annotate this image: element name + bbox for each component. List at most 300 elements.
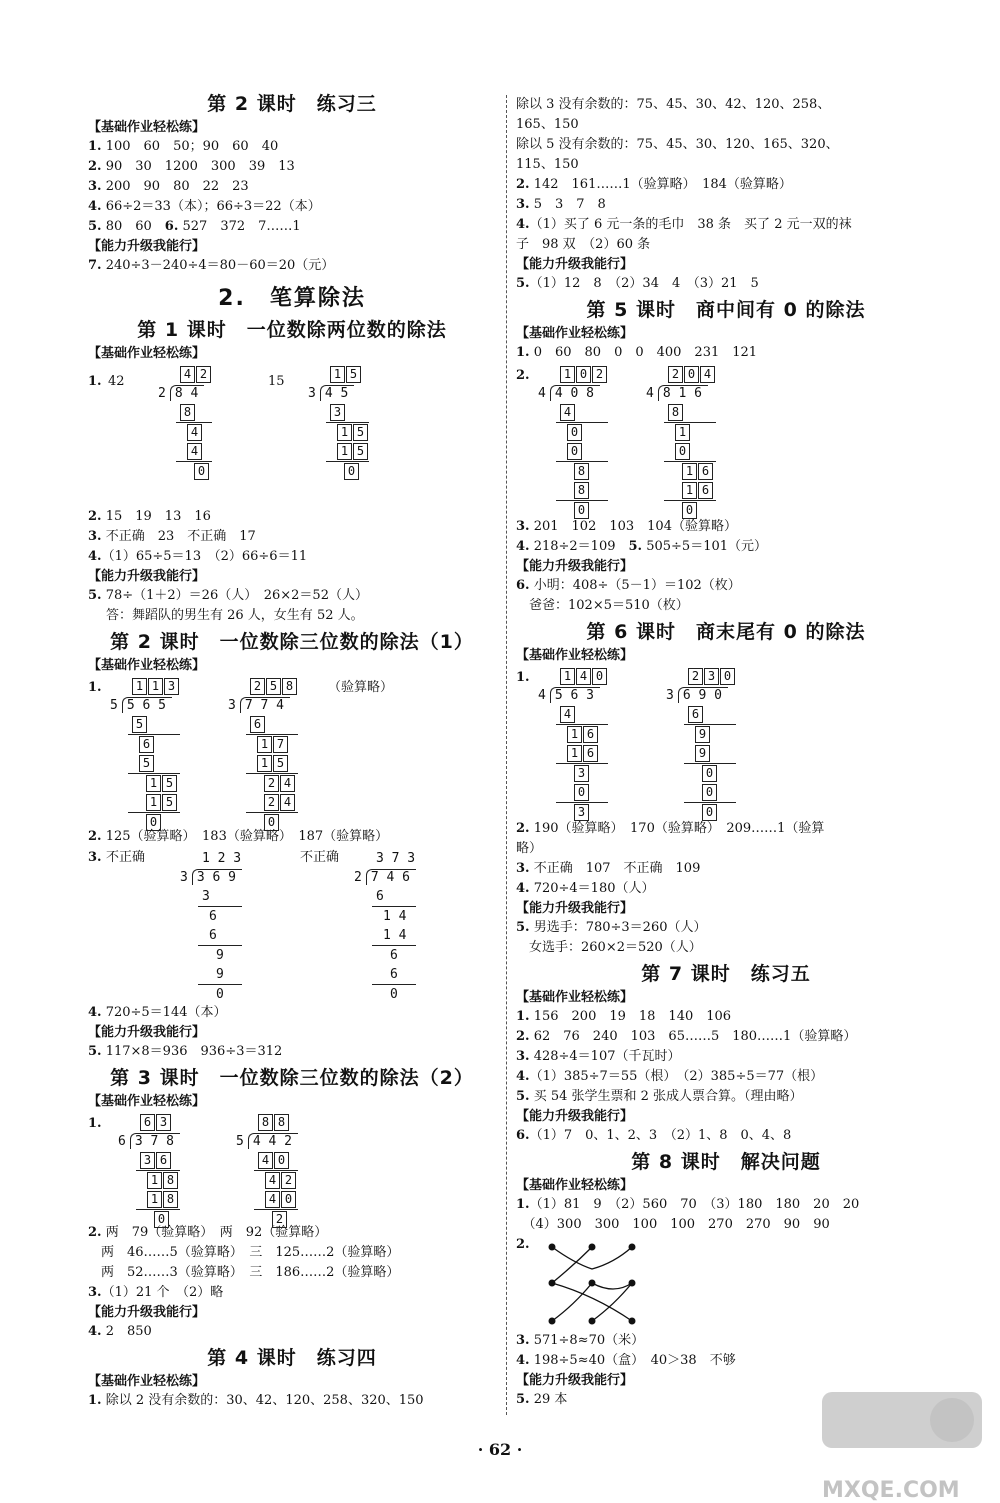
answer-box: 8 [282,678,297,695]
division-work [110,677,180,832]
work-row [180,926,242,945]
answer-box: 0 [592,668,607,685]
quotient-row [110,677,180,696]
dividend: 8 1 6 [658,385,708,401]
answer-box: 0 [702,765,717,782]
work-row [180,887,242,906]
work-row [228,754,298,773]
work-row [254,1170,298,1190]
answer-text: 240÷3－240÷4＝80－60＝20（元） [101,258,335,273]
quotient-text: 1 2 3 [202,851,242,866]
answer-line [88,547,496,567]
question-number: 3. [88,179,102,194]
answer-box: 4 [187,443,202,460]
answer-line [88,1391,496,1411]
basic-practice-heading: 【基础作业轻松练】 [516,648,634,663]
dividend-row [110,696,180,715]
lesson-title: 第 6 课时 商末尾有 0 的除法 [586,621,866,643]
answer-text: 不正确 23 不正确 17 [101,529,256,544]
answer-line [516,1067,936,1087]
answer-text: （1）12 8 （2）34 4 （3）21 5 [529,276,759,291]
division-work [180,849,242,1004]
ability-heading: 【能力升级我能行】 [88,1025,206,1040]
division-work [228,677,298,832]
answer-line [88,177,496,197]
answer-box: 0 [264,814,279,831]
answer-text: 0 60 80 0 0 400 231 121 [529,345,758,360]
question-number: 5. [88,588,102,603]
dividend: 3 6 9 [192,869,242,885]
dividend-row [158,384,212,403]
work-row [326,422,369,442]
answer-text: 720÷4＝180（人） [529,881,655,896]
basic-practice-heading: 【基础作业轻松练】 [516,1178,634,1193]
question-number: 3. [516,197,530,212]
work-value: 6 [376,889,384,904]
question-number: 2. [516,1237,530,1252]
work-value: 3 [202,889,210,904]
work-row [136,1170,180,1190]
basic-practice-heading: 【基础作业轻松练】 [516,990,634,1005]
question-number: 1. [88,680,102,695]
answer-box: 8 [274,1114,289,1131]
answer-text: （1）81 9 （2）560 70 （3）180 180 20 20 [529,1197,860,1212]
work-row [158,403,212,422]
work-row [128,812,180,832]
answer-box: 4 [180,366,195,383]
answer-text: （1）385÷7＝55（根） （2）385÷5＝77（根） [529,1069,824,1084]
answer-box: 1 [337,443,352,460]
answer-text: 买 54 张学生票和 2 张成人票合算。（理由略） [529,1089,803,1104]
work-row [646,481,716,500]
dividend: 3 7 8 [130,1133,180,1149]
divisor: 5 [110,698,118,713]
answer-box: 5 [162,794,177,811]
answer-box: 0 [720,668,735,685]
quotient-row [538,667,608,686]
answer-text: 190（验算略） 170（验算略） 209……1（验算 [529,821,825,836]
question-number: 3. [516,519,530,534]
work-row [198,984,242,1004]
dividend-row [308,384,369,403]
answer-box: 2 [668,366,683,383]
quotient-row [308,365,369,384]
answer-text: 218÷2＝109 [529,539,629,554]
answer-text: 爸爸：102×5＝510（枚） [516,598,689,613]
dividend: 8 4 [170,385,204,401]
answer-text: （1）65÷5＝13 （2）66÷6＝11 [101,549,308,564]
answer-box: 1 [560,366,575,383]
answer-list [88,507,496,567]
question-number: 2. [88,159,102,174]
watermark-text: MXQE.COM [822,1478,960,1503]
question-number: 5. [88,1044,102,1059]
answer-list [516,576,936,616]
answer-text: 女选手：260×2＝520（人） [516,940,702,955]
dividend-row [180,868,242,887]
answer-box: 1 [682,482,697,499]
answer-line [516,343,936,363]
answer-text: 两 52……3（验算略） 三 186……2（验算略） [88,1265,400,1280]
answer-text: 80 60 [101,219,165,234]
work-row [110,715,180,734]
lesson-title: 第 2 课时 练习三 [207,93,377,115]
work-row [118,1190,180,1209]
answer-box: 0 [574,784,589,801]
question-number: 4. [516,217,530,232]
answer-line [88,1243,496,1263]
answer-text: 115、150 [516,157,579,172]
division-work [308,365,369,481]
work-row [110,754,180,773]
answer-box: 3 [704,668,719,685]
question-number: 2. [88,1225,102,1240]
answer-box: 9 [695,745,710,762]
question-number: 6. [516,1128,530,1143]
dividend: 7 7 4 [240,697,290,713]
answer-line [516,1195,936,1215]
answer-text: 小明：408÷（5－1）＝102（枚） [529,578,741,593]
question-number: 5. [516,276,530,291]
question-number: 2. [88,829,102,844]
answer-box: 6 [698,463,713,480]
answer-box: 5 [353,443,368,460]
question-number: 2. [88,509,102,524]
answer-box: 4 [576,668,591,685]
answer-box: 5 [266,678,281,695]
divisor: 3 [228,698,236,713]
answer-text: 除以 2 没有余数的：30、42、120、258、320、150 [101,1393,424,1408]
dividend-row [666,686,736,705]
work-row [556,763,608,783]
divisor: 3 [180,870,188,885]
answer-line [516,596,936,616]
answer-text: 90 30 1200 300 39 13 [101,159,295,174]
answer-line [88,507,496,527]
dividend-row [538,384,608,403]
basic-practice-heading: 【基础作业轻松练】 [88,346,206,361]
lesson-title: 第 5 课时 商中间有 0 的除法 [586,299,866,321]
work-row [556,724,608,744]
answer-box: 0 [684,366,699,383]
answer-text: 不正确 [106,850,146,865]
question-number: 4. [516,1069,530,1084]
answer-box: 3 [574,804,589,821]
answer-box: 1 [146,775,161,792]
answer-text: 15 [268,374,285,389]
answer-box: 8 [163,1172,178,1189]
answer-line [516,135,936,155]
ability-heading: 【能力升级我能行】 [88,1305,206,1320]
basic-practice-heading: 【基础作业轻松练】 [88,658,206,673]
answer-text: 男选手：780÷3＝260（人） [529,920,707,935]
question-number: 4. [516,881,530,896]
basic-practice-heading: 【基础作业轻松练】 [88,1094,206,1109]
work-row [646,442,716,461]
answer-text: 5 3 7 8 [529,197,606,212]
answer-box: 0 [194,463,209,480]
divisor: 2 [354,870,362,885]
answer-text: 除以 3 没有余数的：75、45、30、42、120、258、 [516,97,831,112]
quotient-row [666,667,736,686]
division-work [538,667,608,822]
answer-text: 两 46……5（验算略） 三 125……2（验算略） [88,1245,400,1260]
answer-text: （1）21 个 （2）略 [101,1285,224,1300]
answer-box: 8 [163,1191,178,1208]
work-row [646,403,716,422]
work-value: 0 [216,987,224,1002]
long-division [354,849,416,1004]
long-division [666,667,736,822]
answer-list [88,1223,496,1303]
answer-box: 5 [273,755,288,772]
answer-text: （1）7 0、1、2、3 （2）1、8 0、4、8 [529,1128,792,1143]
answer-text: 720÷5＝144（本） [101,1005,227,1020]
answer-line [516,1351,936,1371]
question-number: 6. [516,578,530,593]
answer-box: 0 [567,443,582,460]
answer-box: 2 [592,366,607,383]
answer-line [516,115,936,135]
dividend-row [118,1132,180,1151]
answer-text: 不正确 107 不正确 109 [529,861,701,876]
work-row [236,1190,298,1209]
ability-heading: 【能力升级我能行】 [88,239,206,254]
question-number: 1. [516,1197,530,1212]
question-number: 5. [88,219,102,234]
answer-box: 0 [146,814,161,831]
watermark-logo-icon [822,1392,982,1478]
answer-line [516,1331,936,1351]
answer-box: 1 [567,726,582,743]
answer-list [88,137,496,237]
quotient-row [158,365,212,384]
match-line [552,1247,592,1283]
answer-text: （1）买了 6 元一条的毛巾 38 条 买了 2 元一双的袜 [529,217,852,232]
answer-box: 6 [156,1152,171,1169]
work-row [354,926,416,945]
work-row [664,422,716,442]
question-number: 2. [516,1029,530,1044]
work-row [354,887,416,906]
work-row [110,793,180,812]
matching-lines [544,1235,684,1331]
answer-line [516,1087,936,1107]
long-division-group [88,1113,496,1226]
answer-box: 2 [688,668,703,685]
work-row [198,945,242,965]
answer-box: 6 [688,706,703,723]
work-row [664,500,716,520]
answer-box: 0 [702,784,717,801]
answer-text: 198÷5≈40（盒） 40＞38 不够 [529,1353,736,1368]
answer-box: 3 [140,1152,155,1169]
answer-line [88,1322,496,1342]
answer-box: 3 [574,765,589,782]
ability-heading: 【能力升级我能行】 [88,569,206,584]
answer-line [88,1263,496,1283]
answer-line [516,1047,936,1067]
work-row [308,442,369,461]
match-line [592,1283,632,1289]
long-division [228,677,298,832]
answer-line [516,195,936,215]
question-number: 3. [88,1285,102,1300]
answer-line [88,1042,496,1062]
work-row [136,1209,180,1229]
answer-text: 66÷2＝33（本）；66÷3＝22（本） [101,199,321,214]
division-work [158,365,212,481]
answer-line [516,1126,936,1146]
work-row [176,461,212,481]
question-number: 4. [516,1353,530,1368]
quotient-row [354,849,416,868]
lesson-title: 第 1 课时 一位数除两位数的除法 [137,319,447,341]
work-row [176,422,212,442]
work-row [556,422,608,442]
answer-text: 201 102 103 104（验算略） [529,519,737,534]
basic-practice-heading: 【基础作业轻松练】 [88,1374,206,1389]
answer-line [516,537,936,557]
question-number: 7. [88,258,102,273]
answer-box: 4 [280,775,295,792]
watermark [822,1392,982,1503]
answer-line [516,839,936,859]
work-row [666,783,736,802]
answer-text: 428÷4＝107（千瓦时） [529,1049,681,1064]
work-row [354,965,416,984]
answer-text: 除以 5 没有余数的：75、45、30、120、165、320、 [516,137,839,152]
question-number: 3. [88,850,102,865]
division-work [354,849,416,1004]
answer-box: 5 [132,716,147,733]
work-row [664,461,716,481]
work-row [228,715,298,734]
divisor: 4 [538,386,546,401]
question-number: 2. [516,821,530,836]
work-row [556,802,608,822]
answer-text: 527 372 7……1 [178,219,301,234]
answer-box: 4 [560,404,575,421]
answer-line [516,95,936,115]
work-row [538,783,608,802]
question-number: 4. [516,539,530,554]
question-number: 5. [516,1089,530,1104]
answer-box: 6 [250,716,265,733]
answer-text: （4）300 300 100 100 270 270 90 90 [516,1217,830,1232]
question-number: 1. [516,345,530,360]
work-row [246,812,298,832]
work-row [538,481,608,500]
dividend: 5 6 5 [122,697,172,713]
answer-box: 0 [702,804,717,821]
answer-text: 117×8＝936 936÷3＝312 [101,1044,283,1059]
answer-list [516,517,936,557]
answer-box: 6 [140,1114,155,1131]
answer-box: 4 [258,1152,273,1169]
answer-box: 5 [346,366,361,383]
answer-line [88,157,496,177]
work-row [198,906,242,926]
answer-text: 两 79（验算略） 两 92（验算略） [101,1225,328,1240]
work-value: 6 [209,928,217,943]
answer-box: 0 [574,502,589,519]
answer-text: 125（验算略） 183（验算略） 187（验算略） [101,829,389,844]
answer-box: 3 [330,404,345,421]
basic-practice-heading: 【基础作业轻松练】 [516,326,634,341]
work-row [372,945,416,965]
question-number: 4. [88,1324,102,1339]
answer-box: 8 [180,404,195,421]
long-division-group [88,849,496,1001]
work-value: 6 [209,909,217,924]
answer-box: 1 [682,463,697,480]
answer-box: 6 [139,736,154,753]
dividend-row [646,384,716,403]
question-number: 4. [88,199,102,214]
long-division [646,365,716,520]
work-value: 9 [216,967,224,982]
answer-text: 不正确 [300,850,340,865]
matching-diagram [516,1235,936,1331]
division-work [236,1113,298,1229]
work-row [538,442,608,461]
answer-box: 0 [274,1152,289,1169]
quotient-row [646,365,716,384]
work-row [684,724,736,744]
division-work [538,365,608,520]
dividend: 4 5 [320,385,354,401]
work-value: 6 [390,967,398,982]
question-number: 1. [88,374,102,389]
answer-line [516,859,936,879]
answer-box: 0 [281,1191,296,1208]
question-number: 5. [516,1392,530,1407]
work-row [254,1209,298,1229]
answer-line [516,175,936,195]
answer-box: 2 [272,1211,287,1228]
answer-text: 42 [108,374,125,389]
answer-box: 0 [154,1211,169,1228]
question-number: 3. [516,861,530,876]
question-number: 5. [628,539,643,554]
work-row [128,773,180,793]
answer-box: 4 [265,1172,280,1189]
answer-list [516,1331,936,1371]
work-row [538,744,608,763]
answer-box: 6 [583,745,598,762]
work-row [556,461,608,481]
question-number: 3. [516,1049,530,1064]
answer-box: 0 [682,502,697,519]
answer-line [516,1215,936,1235]
answer-list [516,819,936,899]
work-row [538,705,608,724]
question-number: 5. [516,920,530,935]
answer-box: 1 [147,1172,162,1189]
division-work [118,1113,180,1229]
answer-list [516,1195,936,1235]
basic-practice-heading: 【基础作业轻松练】 [88,120,206,135]
lesson-title: 第 8 课时 解决问题 [631,1151,821,1173]
work-row [236,1151,298,1170]
dividend-row [228,696,298,715]
divisor: 4 [646,386,654,401]
work-row [246,773,298,793]
work-value: 6 [390,948,398,963]
question-number: 1. [88,1116,102,1131]
question-number: 4. [88,549,102,564]
